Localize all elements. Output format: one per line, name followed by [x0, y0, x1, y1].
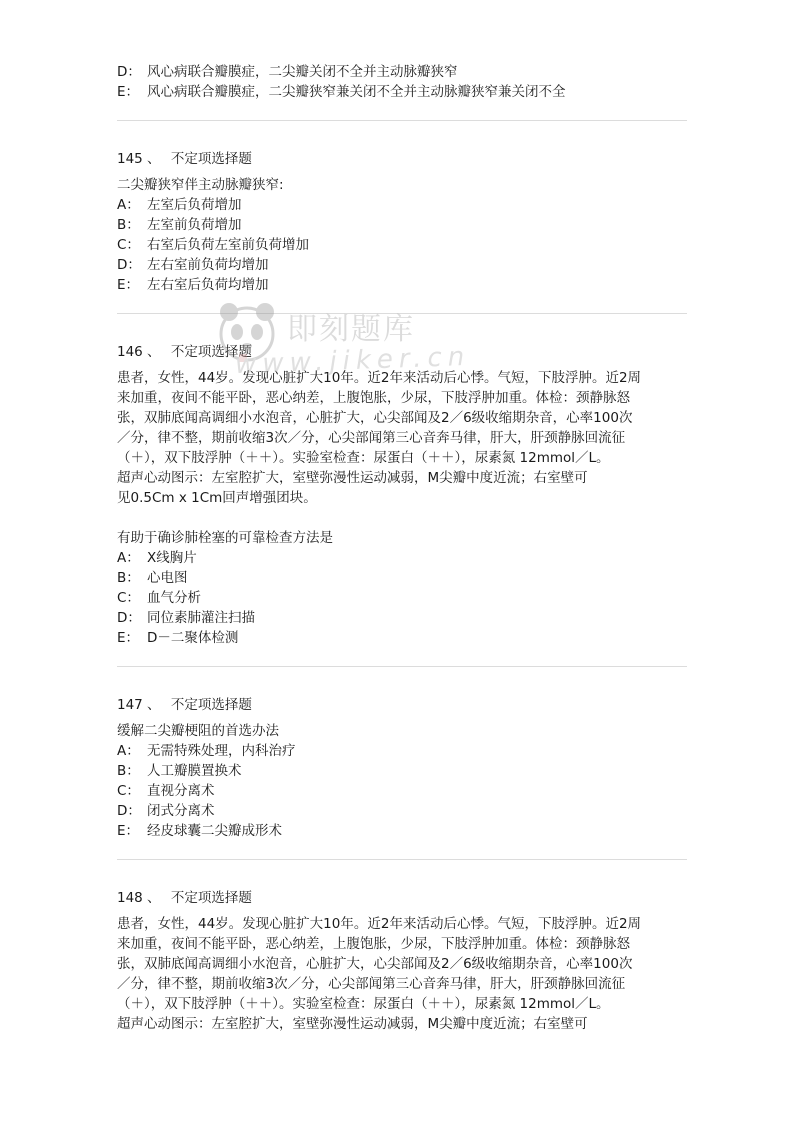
- watermark-url: www.jiker.cn: [234, 341, 471, 381]
- question-number: 148 、: [117, 890, 161, 906]
- case-line: （＋），双下肢浮肿（＋＋）。实验室检查：尿蛋白（＋＋），尿素氮 12mmol／L。: [117, 996, 610, 1012]
- option-letter: C：: [117, 237, 140, 253]
- question-number: 147 、: [117, 697, 161, 713]
- divider: [117, 666, 687, 667]
- divider: [117, 120, 687, 121]
- option-a[interactable]: [117, 195, 687, 215]
- option-letter: C：: [117, 590, 140, 606]
- question-header: [117, 888, 687, 908]
- option-b[interactable]: [117, 761, 687, 781]
- option-text: 血气分析: [147, 590, 201, 606]
- case-line: 见0.5Cm x 1Cm回声增强团块。: [117, 490, 317, 506]
- option-letter: B：: [117, 570, 140, 586]
- question-number: 145 、: [117, 151, 161, 167]
- option-letter: C：: [117, 783, 140, 799]
- option-text: 心电图: [147, 570, 188, 586]
- option-text: 右室后负荷左室前负荷增加: [147, 237, 309, 253]
- option-d[interactable]: [117, 62, 687, 82]
- option-text: 风心病联合瓣膜症，二尖瓣关闭不全并主动脉瓣狭窄: [147, 64, 458, 80]
- option-e[interactable]: [117, 628, 687, 648]
- option-letter: B：: [117, 763, 140, 779]
- case-description: [117, 368, 687, 508]
- question-type: 不定项选择题: [170, 697, 252, 713]
- question-header: [117, 149, 687, 169]
- option-letter: E：: [117, 823, 140, 839]
- option-c[interactable]: [117, 781, 687, 801]
- option-text: 无需特殊处理，内科治疗: [147, 743, 296, 759]
- option-d[interactable]: [117, 801, 687, 821]
- option-letter: D：: [117, 610, 141, 626]
- question-148: [117, 888, 687, 1034]
- option-text: 同位素肺灌注扫描: [147, 610, 255, 626]
- option-letter: E：: [117, 630, 140, 646]
- case-line: 患者，女性，44岁。发现心脏扩大10年。近2年来活动后心悸。气短，下肢浮肿。近2周: [117, 916, 642, 932]
- option-b[interactable]: [117, 568, 687, 588]
- case-line: 张，双肺底闻高调细小水泡音，心脏扩大，心尖部闻及2／6级收缩期杂音，心率100次: [117, 956, 633, 972]
- question-header: [117, 342, 687, 362]
- option-text: 左右室前负荷均增加: [147, 257, 269, 273]
- option-d[interactable]: [117, 608, 687, 628]
- option-a[interactable]: [117, 741, 687, 761]
- divider: [117, 313, 687, 314]
- option-a[interactable]: [117, 548, 687, 568]
- prev-question-options: [117, 62, 687, 102]
- option-letter: B：: [117, 217, 140, 233]
- question-type: 不定项选择题: [170, 890, 252, 906]
- question-stem: 缓解二尖瓣梗阻的首选办法: [117, 723, 279, 739]
- option-text: 直视分离术: [147, 783, 215, 799]
- option-e[interactable]: [117, 275, 687, 295]
- option-letter: A：: [117, 197, 140, 213]
- case-line: ／分，律不整，期前收缩3次／分，心尖部闻第三心音奔马律，肝大，肝颈静脉回流征: [117, 430, 626, 446]
- case-description: [117, 914, 687, 1034]
- option-text: 经皮球囊二尖瓣成形术: [147, 823, 282, 839]
- case-line: 来加重，夜间不能平卧，恶心纳差，上腹饱胀，少尿，下肢浮肿加重。体检：颈静脉怒: [117, 936, 630, 952]
- option-c[interactable]: [117, 588, 687, 608]
- question-147: [117, 695, 687, 841]
- option-b[interactable]: [117, 215, 687, 235]
- watermark-brand: 即刻题库: [287, 312, 415, 347]
- question-stem: 有助于确诊肺栓塞的可靠检查方法是: [117, 530, 333, 546]
- option-letter: D：: [117, 803, 141, 819]
- case-line: 张，双肺底闻高调细小水泡音，心脏扩大，心尖部闻及2／6级收缩期杂音，心率100次: [117, 410, 633, 426]
- case-line: 患者，女性，44岁。发现心脏扩大10年。近2年来活动后心悸。气短，下肢浮肿。近2周: [117, 370, 642, 386]
- option-d[interactable]: [117, 255, 687, 275]
- document-page: [117, 62, 687, 1034]
- option-letter: D：: [117, 64, 141, 80]
- option-letter: D：: [117, 257, 141, 273]
- option-e[interactable]: [117, 82, 687, 102]
- option-letter: A：: [117, 550, 140, 566]
- case-line: （＋），双下肢浮肿（＋＋）。实验室检查：尿蛋白（＋＋），尿素氮 12mmol／L。: [117, 450, 610, 466]
- question-146: [117, 342, 687, 648]
- option-letter: E：: [117, 84, 140, 100]
- option-text: D－二聚体检测: [147, 630, 239, 646]
- case-line: 来加重，夜间不能平卧，恶心纳差，上腹饱胀，少尿，下肢浮肿加重。体检：颈静脉怒: [117, 390, 630, 406]
- question-number: 146 、: [117, 344, 161, 360]
- option-text: 左室前负荷增加: [147, 217, 242, 233]
- option-letter: E：: [117, 277, 140, 293]
- option-text: 人工瓣膜置换术: [147, 763, 242, 779]
- divider: [117, 859, 687, 860]
- question-header: [117, 695, 687, 715]
- option-text: X线胸片: [147, 550, 197, 566]
- question-type: 不定项选择题: [170, 151, 252, 167]
- case-line: ／分，律不整，期前收缩3次／分，心尖部闻第三心音奔马律，肝大，肝颈静脉回流征: [117, 976, 626, 992]
- option-letter: A：: [117, 743, 140, 759]
- case-line: 超声心动图示：左室腔扩大，室壁弥漫性运动减弱，M尖瓣中度近流；右室壁可: [117, 1016, 588, 1032]
- question-145: [117, 149, 687, 295]
- question-type: 不定项选择题: [170, 344, 252, 360]
- question-stem: 二尖瓣狭窄伴主动脉瓣狭窄:: [117, 177, 284, 193]
- option-text: 左室后负荷增加: [147, 197, 242, 213]
- option-e[interactable]: [117, 821, 687, 841]
- option-text: 风心病联合瓣膜症，二尖瓣狭窄兼关闭不全并主动脉瓣狭窄兼关闭不全: [147, 84, 566, 100]
- option-text: 左右室后负荷均增加: [147, 277, 269, 293]
- case-line: 超声心动图示：左室腔扩大，室壁弥漫性运动减弱，M尖瓣中度近流；右室壁可: [117, 470, 588, 486]
- option-c[interactable]: [117, 235, 687, 255]
- option-text: 闭式分离术: [147, 803, 215, 819]
